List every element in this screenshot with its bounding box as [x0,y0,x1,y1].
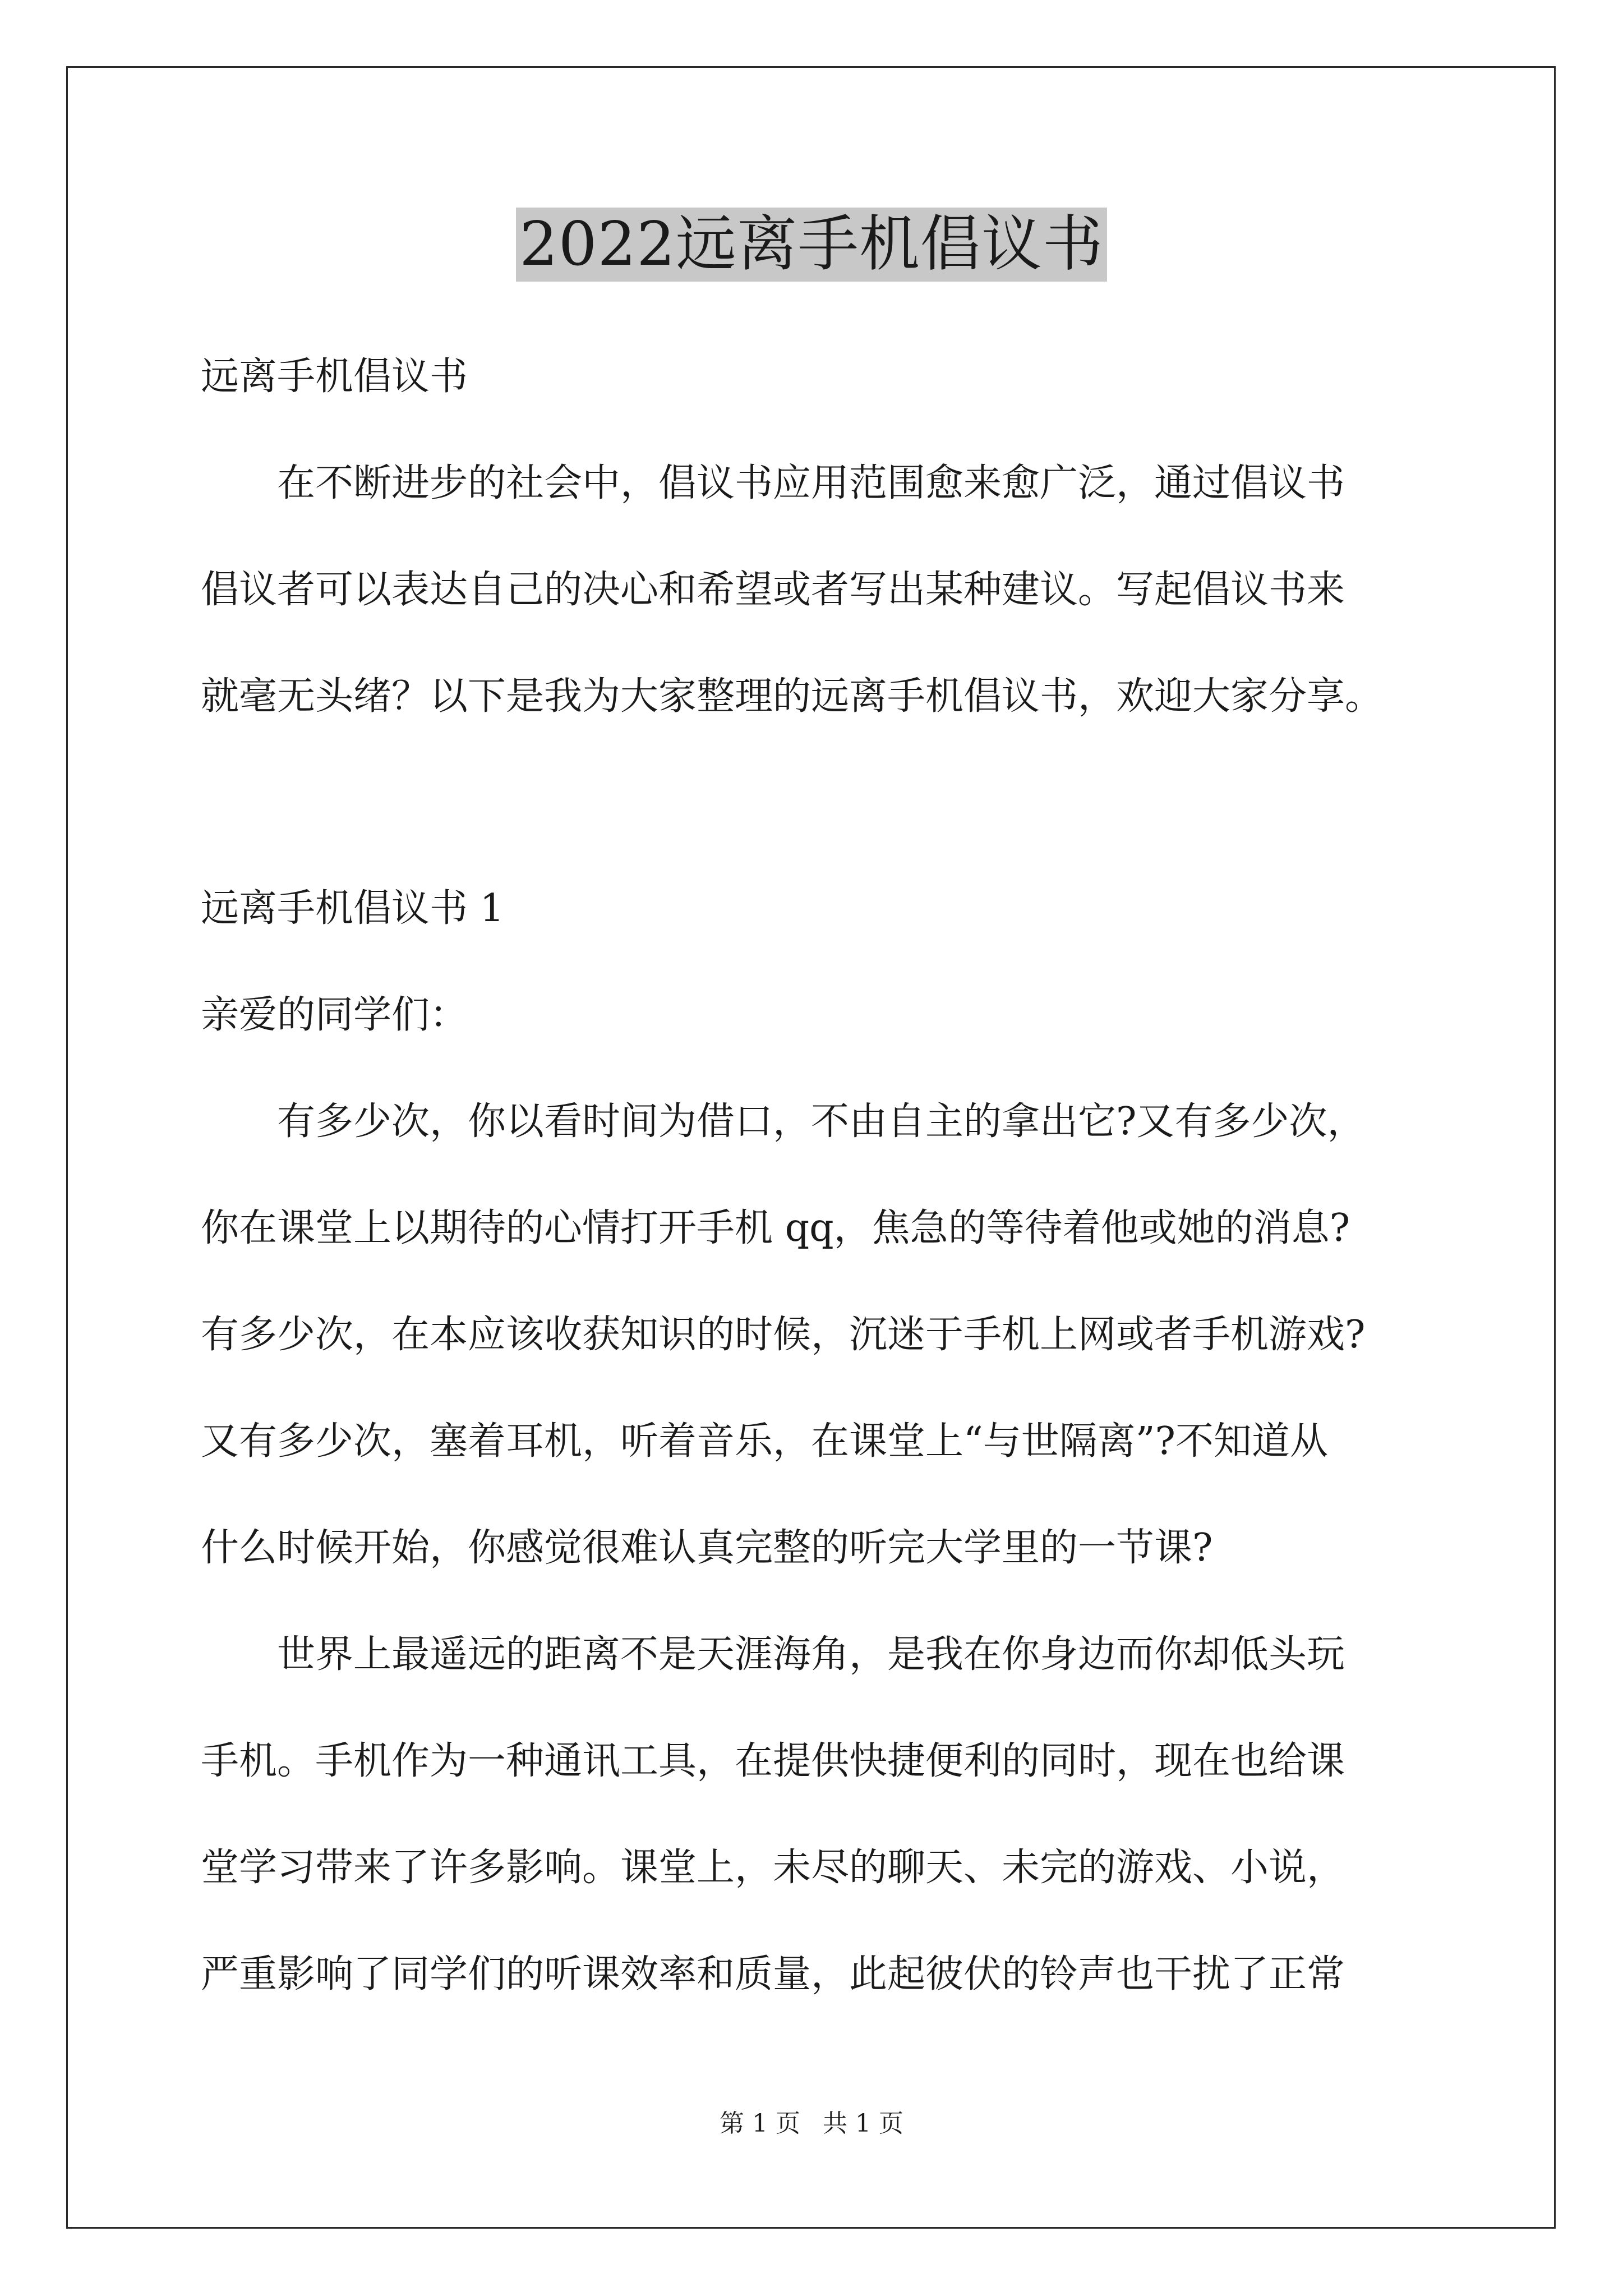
body-line: 有多少次，你以看时间为借口，不由自主的拿出它?又有多少次， [201,1099,1366,1144]
page-footer [0,2108,1623,2139]
body-line: 有多少次，在本应该收获知识的时候，沉迷于手机上网或者手机游戏? [201,1313,1366,1357]
body-line: 你在课堂上以期待的心情打开手机 qq，焦急的等待着他或她的消息? [201,1206,1350,1250]
document-title: 2022远离手机倡议书 [516,208,1107,282]
body-line: 又有多少次，塞着耳机，听着音乐，在课堂上“与世隔离”?不知道从 [201,1419,1328,1464]
page-number: 第 1 页 [720,2109,800,2138]
body-line: 就毫无头绪？以下是我为大家整理的远离手机倡议书，欢迎大家分享。 [201,674,1384,719]
title-container [0,208,1623,282]
body-line: 堂学习带来了许多影响。课堂上，未尽的聊天、未完的游戏、小说， [201,1846,1345,1890]
body-line: 在不断进步的社会中，倡议书应用范围愈来愈广泛，通过倡议书 [201,461,1345,505]
body-line: 什么时候开始，你感觉很难认真完整的听完大学里的一节课? [201,1526,1213,1570]
body-line: 世界上最遥远的距离不是天涯海角，是我在你身边而你却低头玩 [201,1632,1345,1677]
subtitle-line: 远离手机倡议书 [201,355,468,399]
body-line: 手机。手机作为一种通讯工具，在提供快捷便利的同时，现在也给课 [201,1739,1345,1783]
body-line: 倡议者可以表达自己的决心和希望或者写出某种建议。写起倡议书来 [201,568,1345,612]
section-heading: 远离手机倡议书 1 [201,886,504,931]
body-line: 严重影响了同学们的听课效率和质量，此起彼伏的铃声也干扰了正常 [201,1952,1345,1996]
salutation: 亲爱的同学们： [201,993,468,1037]
page-total: 共 1 页 [823,2109,903,2138]
